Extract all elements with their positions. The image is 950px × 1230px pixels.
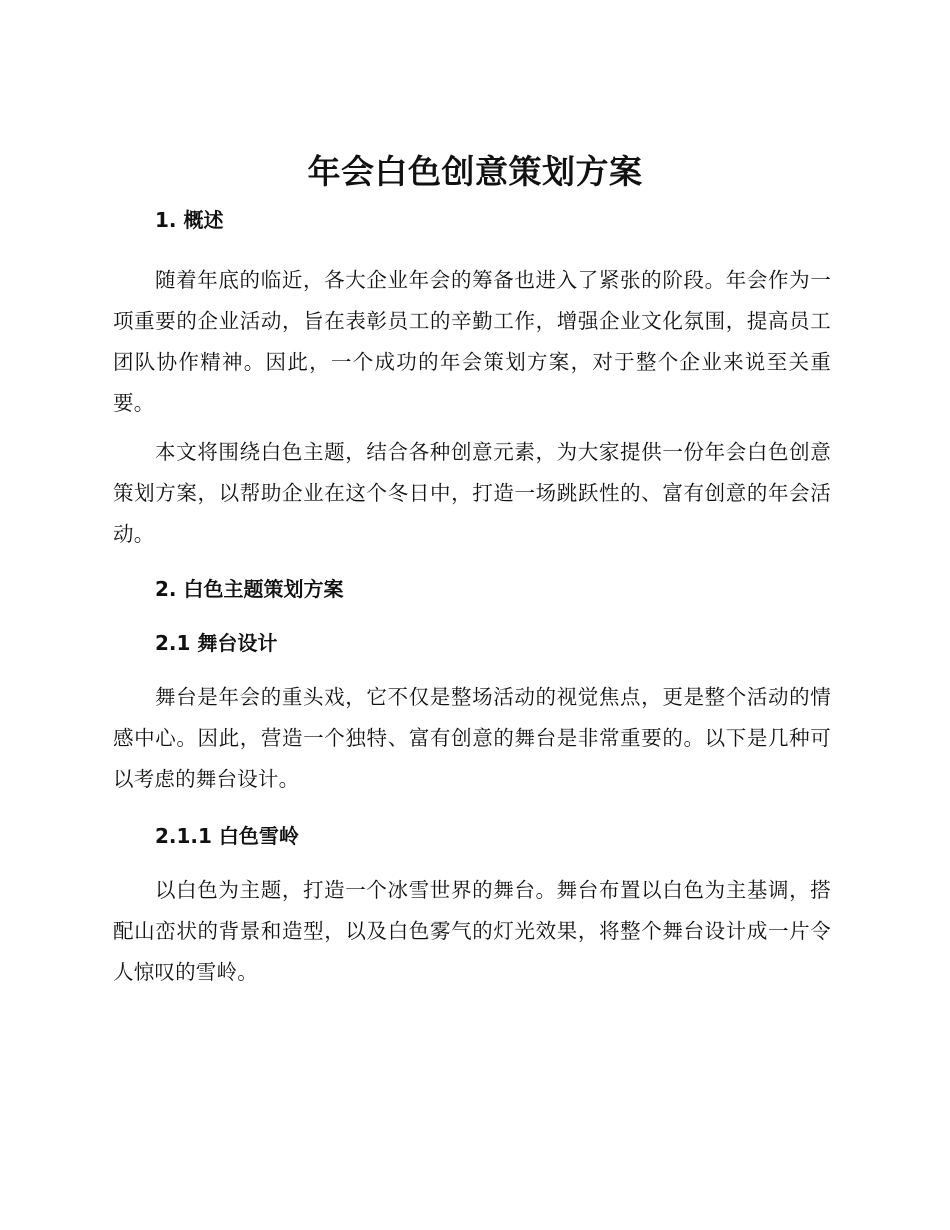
paragraph-stage-design: 舞台是年会的重头戏，它不仅是整场活动的视觉焦点，更是整个活动的情感中心。因此，营造一个独特、富有创意的舞台是非常重要的。以下是几种可以考虑的舞台设计。 <box>113 685 831 791</box>
section-heading-white-theme: 2. 白色主题策划方案 <box>155 577 344 601</box>
paragraph-overview-2: 本文将围绕白色主题，结合各种创意元素，为大家提供一份年会白色创意策划方案，以帮助企业在这个冬日中，打造一场跳跃性的、富有创意的年会活动。 <box>113 440 831 546</box>
paragraph-white-snow-ridge: 以白色为主题，打造一个冰雪世界的舞台。舞台布置以白色为主基调，搭配山峦状的背景和造型，以及白色雾气的灯光效果，将整个舞台设计成一片令人惊叹的雪岭。 <box>113 878 831 984</box>
document-body <box>113 202 831 993</box>
subsubsection-heading-white-snow-ridge: 2.1.1 白色雪岭 <box>155 824 299 848</box>
section-heading-overview: 1. 概述 <box>155 208 224 232</box>
document-title: 年会白色创意策划方案 <box>307 152 643 191</box>
paragraph-overview-1: 随着年底的临近，各大企业年会的筹备也进入了紧张的阶段。年会作为一项重要的企业活动，旨在表彰员工的辛勤工作，增强企业文化氛围，提高员工团队协作精神。因此，一个成功的年会策划方案，对于整个企业来说至关重要。 <box>113 268 831 415</box>
subsection-heading-stage-design: 2.1 舞台设计 <box>155 631 278 655</box>
